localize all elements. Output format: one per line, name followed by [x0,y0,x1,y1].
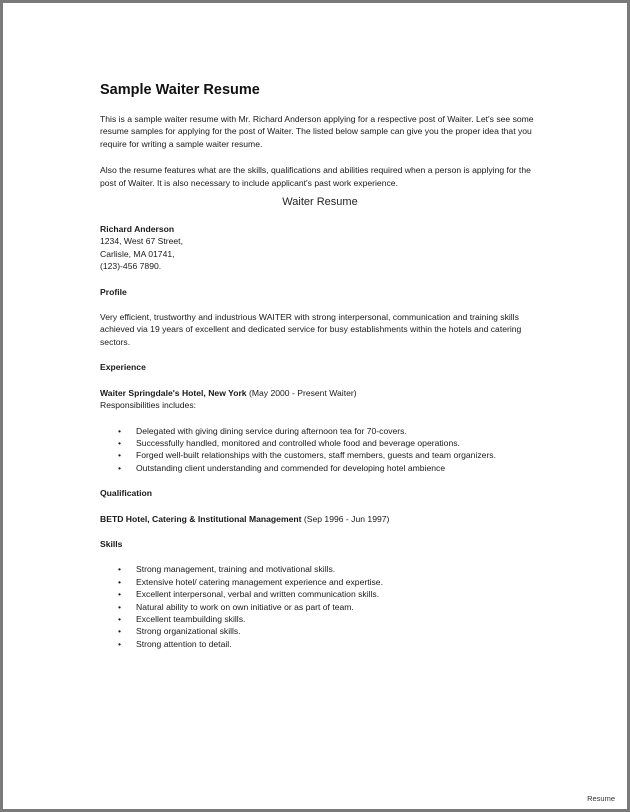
skills-list [100,563,540,650]
responsibilities-label: Responsibilities includes: [100,400,197,411]
responsibilities-list [100,425,540,475]
bullet-icon: • [118,613,122,624]
list-item: • Successfully handled, monitored and controlled whole food and beverage operations. [118,437,460,448]
qualification-heading: Qualification [100,488,153,499]
bullet-icon: • [118,601,122,612]
bullet-icon: • [118,626,122,637]
list-item: • Excellent interpersonal, verbal and written communication skills. [118,589,380,600]
intro-paragraph-1: This is a sample waiter resume with Mr. Richard Anderson applying for a respective post of Waiter. Let's see some resume samples for applying for the post of Waiter. The listed below sample can give you the proper idea that you require for writing a sample waiter resume. [100,114,534,149]
list-item: • Natural ability to work on own initiative or as part of team. [118,601,354,612]
bullet-icon: • [118,437,122,448]
phone-number: (123)-456 7890. [100,261,162,272]
list-item: • Delegated with giving dining service during afternoon tea for 70-covers. [118,425,407,436]
bullet-icon: • [118,589,122,600]
list-item: • Strong management, training and motivational skills. [118,564,336,575]
job-period: (May 2000 - Present Waiter) [246,387,357,398]
document-title: Sample Waiter Resume [100,82,260,98]
list-item: • Strong organizational skills. [118,626,241,637]
address-line-2: Carlisle, MA 01741, [100,248,175,259]
bullet-icon: • [118,576,122,587]
job-title: Waiter Springdale's Hotel, New York [100,387,247,398]
qualification-period: (Sep 1996 - Jun 1997) [301,513,390,524]
footer-label: Resume [587,794,615,803]
intro-paragraph-2: Also the resume features what are the skills, qualifications and abilities required when a person is applying for the post of Waiter. It is also necessary to include applicant's past work experience. [100,165,531,188]
applicant-name: Richard Anderson [100,224,175,235]
job-line [100,387,540,399]
profile-text: Very efficient, trustworthy and industrious WAITER with strong interpersonal, communication and training skills achieved via 19 years of excellent and dedicated service for busy establishments within the hotels and catering sectors. [100,312,522,347]
bullet-icon: • [118,450,122,461]
skills-heading: Skills [100,538,123,549]
bullet-icon: • [118,638,122,649]
list-item: • Excellent teambuilding skills. [118,613,246,624]
resume-title: Waiter Resume [282,196,358,209]
profile-heading: Profile [100,286,127,297]
qualification-line [100,513,540,525]
contact-block [100,223,540,273]
qualification-institution: BETD Hotel, Catering & Institutional Management [100,513,302,524]
experience-heading: Experience [100,362,146,373]
list-item: • Extensive hotel/ catering management experience and expertise. [118,576,383,587]
bullet-icon: • [118,462,122,473]
address-line-1: 1234, West 67 Street, [100,236,183,247]
list-item: • Forged well-built relationships with the customers, staff members, guests and team organizers. [118,450,496,461]
bullet-icon: • [118,425,122,436]
list-item: • Outstanding client understanding and commended for developing hotel ambience [118,462,446,473]
resume-page [100,81,540,650]
bullet-icon: • [118,564,122,575]
list-item: • Strong attention to detail. [118,638,232,649]
